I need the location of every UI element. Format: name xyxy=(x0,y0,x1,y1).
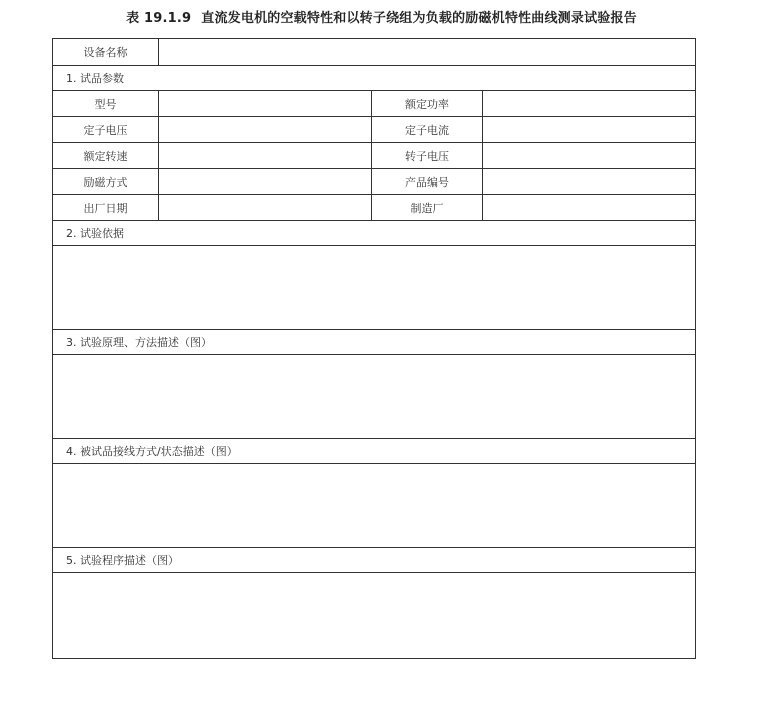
section-body-row xyxy=(53,246,696,330)
rated-speed-field[interactable] xyxy=(159,143,372,169)
test-report-table xyxy=(52,38,696,659)
section-body-row xyxy=(53,573,696,659)
device-name-row xyxy=(53,39,696,66)
product-number-label: 产品编号 xyxy=(372,169,483,195)
manufacture-date-field[interactable] xyxy=(159,195,372,221)
param-row xyxy=(53,117,696,143)
section-header-row xyxy=(53,548,696,573)
rotor-voltage-field[interactable] xyxy=(483,143,696,169)
section-5-title: 5. 试验程序描述（图） xyxy=(53,548,696,573)
device-name-field[interactable] xyxy=(159,39,696,66)
rotor-voltage-label: 转子电压 xyxy=(372,143,483,169)
rated-power-field[interactable] xyxy=(483,91,696,117)
section-2-title: 2. 试验依据 xyxy=(53,221,696,246)
section-body-row xyxy=(53,464,696,548)
section-header-row xyxy=(53,439,696,464)
rated-speed-label: 额定转速 xyxy=(53,143,159,169)
report-title xyxy=(0,7,763,26)
param-row xyxy=(53,143,696,169)
wiring-status-field[interactable] xyxy=(53,464,696,548)
section-header-row xyxy=(53,221,696,246)
manufacture-date-label: 出厂日期 xyxy=(53,195,159,221)
param-row xyxy=(53,169,696,195)
section-4-title: 4. 被试品接线方式/状态描述（图） xyxy=(53,439,696,464)
stator-current-label: 定子电流 xyxy=(372,117,483,143)
model-label: 型号 xyxy=(53,91,159,117)
table-number: 表 19.1.9 xyxy=(126,11,192,26)
manufacturer-field[interactable] xyxy=(483,195,696,221)
stator-voltage-label: 定子电压 xyxy=(53,117,159,143)
product-number-field[interactable] xyxy=(483,169,696,195)
table-title-text: 直流发电机的空载特性和以转子绕组为负载的励磁机特性曲线测录试验报告 xyxy=(201,11,637,26)
rated-power-label: 额定功率 xyxy=(372,91,483,117)
param-row xyxy=(53,91,696,117)
stator-voltage-field[interactable] xyxy=(159,117,372,143)
stator-current-field[interactable] xyxy=(483,117,696,143)
param-row xyxy=(53,195,696,221)
excitation-mode-label: 励磁方式 xyxy=(53,169,159,195)
excitation-mode-field[interactable] xyxy=(159,169,372,195)
section-header-row xyxy=(53,330,696,355)
test-procedure-field[interactable] xyxy=(53,573,696,659)
section-3-title: 3. 试验原理、方法描述（图） xyxy=(53,330,696,355)
model-field[interactable] xyxy=(159,91,372,117)
section-body-row xyxy=(53,355,696,439)
manufacturer-label: 制造厂 xyxy=(372,195,483,221)
device-name-label: 设备名称 xyxy=(53,39,159,66)
principle-method-field[interactable] xyxy=(53,355,696,439)
test-basis-field[interactable] xyxy=(53,246,696,330)
section-header-row xyxy=(53,66,696,91)
section-1-title: 1. 试品参数 xyxy=(53,66,696,91)
